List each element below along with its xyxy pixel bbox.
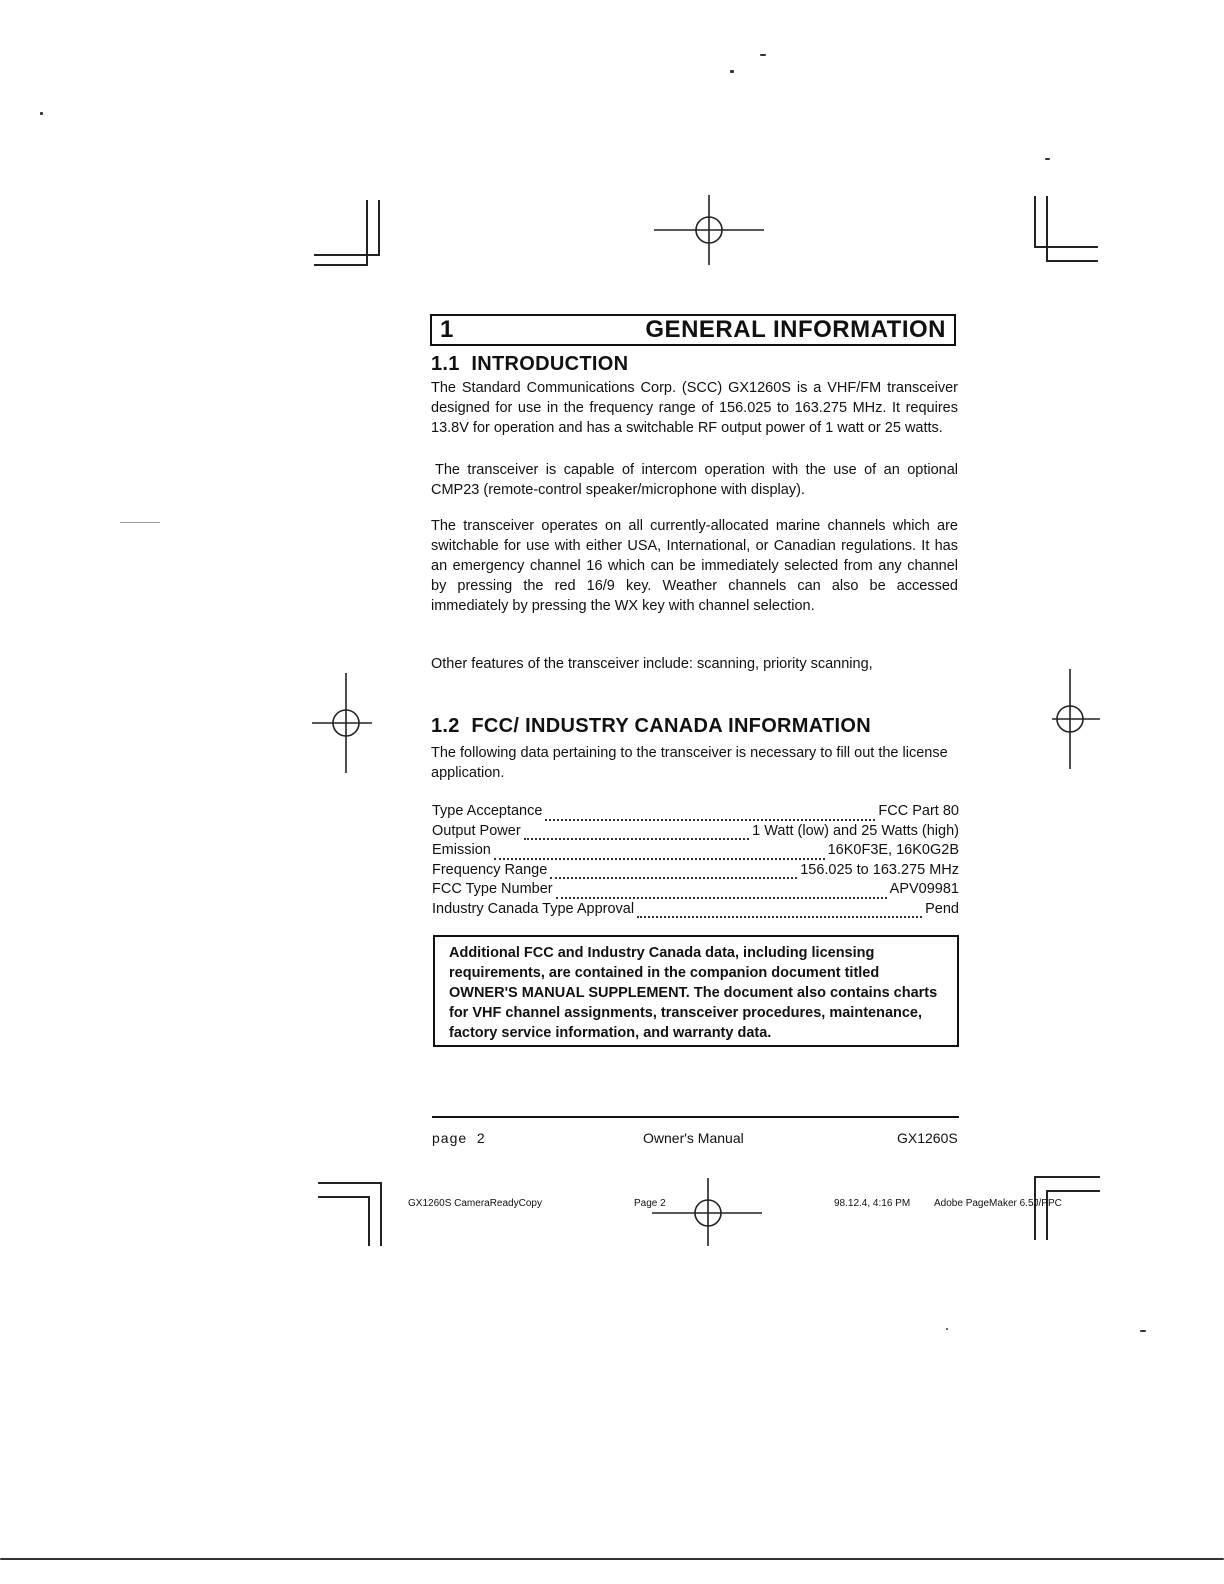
crop-mark-top-right-h1 xyxy=(1034,246,1098,248)
registration-mark-left-icon xyxy=(312,668,422,778)
spec-row xyxy=(432,822,959,842)
spec-row xyxy=(432,841,959,861)
scan-speck xyxy=(40,112,43,115)
spec-value: APV09981 xyxy=(889,881,959,897)
section-1-1-heading: 1.1 INTRODUCTION xyxy=(431,353,629,375)
spec-value: 156.025 to 163.275 MHz xyxy=(800,861,959,878)
intro-paragraph-1: The Standard Communications Corp. (SCC) GX1260S is a VHF/FM transceiver designed for use in the frequency range of 156.025 to 163.275 MHz. It requires 13.8V for operation and has a switchable RF output power of 1 watt or 25 watts. xyxy=(431,380,958,436)
supplement-note-text: Additional FCC and Industry Canada data, including licensing requirements, are contained in the companion document titled OWNER'S MANUAL SUPPLEMENT. The document also contains charts for VHF channel assignments, transceiver procedures, maintenance, factory service information, and warranty data. xyxy=(449,945,938,1041)
spec-row xyxy=(432,802,959,822)
leader-dots xyxy=(556,885,887,899)
scan-speck xyxy=(760,54,766,56)
crop-mark-bottom-left-v2 xyxy=(380,1182,382,1246)
leader-dots xyxy=(550,865,797,879)
section-1-2-heading: 1.2 FCC/ INDUSTRY CANADA INFORMATION xyxy=(431,715,871,737)
intro-paragraph-4: Other features of the transceiver include: scanning, priority scanning, xyxy=(431,656,873,672)
crop-mark-top-right-v2 xyxy=(1046,196,1048,262)
scan-speck xyxy=(946,1328,948,1330)
slug-page: Page 2 xyxy=(634,1198,666,1209)
spec-label: Industry Canada Type Approval xyxy=(432,900,635,917)
spec-row xyxy=(432,900,959,920)
scan-speck xyxy=(0,1558,1224,1560)
footer-manual-label: Owner's Manual xyxy=(643,1130,744,1146)
crop-mark-bottom-left-h1 xyxy=(318,1182,382,1184)
crop-mark-top-right-v1 xyxy=(1034,196,1036,246)
crop-mark-bottom-right-h1 xyxy=(1036,1176,1100,1178)
intro-paragraph-2: The transceiver is capable of intercom operation with the use of an optional CMP23 (remote-control speaker/microphone with display). xyxy=(431,462,958,498)
footer-page-label: page 2 xyxy=(432,1130,486,1146)
registration-mark-right-icon xyxy=(1040,664,1150,774)
spec-row xyxy=(432,861,959,881)
crop-mark-top-left-v1 xyxy=(366,200,368,266)
slug-timestamp: 98.12.4, 4:16 PM xyxy=(834,1198,911,1209)
crop-mark-bottom-right-h2 xyxy=(1048,1190,1100,1192)
spec-value: Pend xyxy=(925,900,959,917)
slug-app: Adobe PageMaker 6.5J/PPC xyxy=(934,1198,1062,1209)
crop-mark-top-left-v2 xyxy=(378,200,380,256)
spec-value: FCC Part 80 xyxy=(878,803,959,819)
crop-mark-top-left-h1 xyxy=(314,254,378,256)
crop-mark-bottom-left-v1 xyxy=(368,1196,370,1246)
slug-file: GX1260S CameraReadyCopy xyxy=(408,1198,542,1209)
registration-mark-bottom-icon xyxy=(652,1158,762,1268)
footer-rule xyxy=(432,1116,959,1118)
leader-dots xyxy=(494,846,825,860)
leader-dots xyxy=(524,826,749,840)
spec-label: Frequency Range xyxy=(432,861,548,878)
crop-mark-bottom-left-h2 xyxy=(318,1196,370,1198)
crop-mark-top-right-h2 xyxy=(1046,260,1098,262)
spec-value: 1 Watt (low) and 25 Watts (high) xyxy=(752,822,959,839)
spec-row xyxy=(432,880,959,900)
scan-speck xyxy=(120,522,160,523)
footer-model: GX1260S xyxy=(897,1130,958,1146)
supplement-note-box xyxy=(433,935,959,1047)
crop-mark-top-left-h2 xyxy=(314,264,368,266)
chapter-number: 1 xyxy=(440,316,454,343)
scan-speck xyxy=(1045,158,1050,160)
registration-mark-top-icon xyxy=(654,175,764,285)
intro-paragraph-3: The transceiver operates on all currently-allocated marine channels which are switchable for use with either USA, International, or Canadian regulations. It has an emergency channel 16 which can be immediately selected from any channel by pressing the red 16/9 key. Weather channels can also be accessed immediately by pressing the WX key with channel selection. xyxy=(431,518,958,614)
scan-speck xyxy=(1140,1330,1146,1332)
spec-label: Emission xyxy=(432,842,491,858)
chapter-title: GENERAL INFORMATION xyxy=(645,316,946,343)
spec-label: Type Acceptance xyxy=(432,803,543,819)
spec-value: 16K0F3E, 16K0G2B xyxy=(827,842,959,858)
section-1-2-intro: The following data pertaining to the transceiver is necessary to fill out the license application. xyxy=(431,745,948,781)
spec-label: Output Power xyxy=(432,822,521,839)
spec-label: FCC Type Number xyxy=(432,881,553,897)
leader-dots xyxy=(637,904,922,918)
spec-table xyxy=(432,802,959,919)
chapter-heading-box xyxy=(430,314,956,346)
scan-speck xyxy=(730,70,734,73)
leader-dots xyxy=(545,807,875,821)
